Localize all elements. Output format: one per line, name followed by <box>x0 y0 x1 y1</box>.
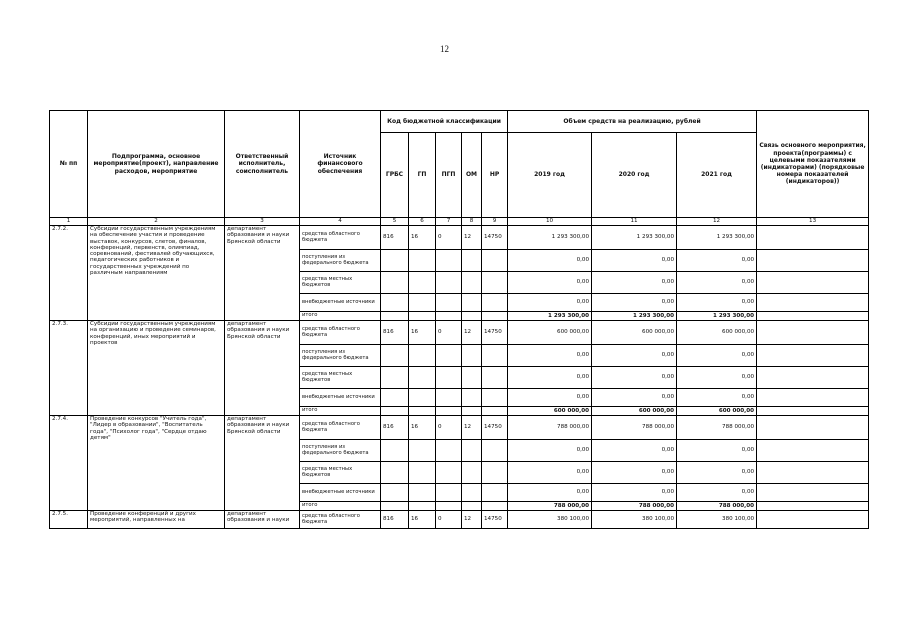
funding-source: внебюджетные источники <box>300 484 381 502</box>
column-number: 6 <box>409 218 436 226</box>
column-number: 1 <box>50 218 88 226</box>
column-number: 7 <box>436 218 462 226</box>
amount-2019: 0,00 <box>508 389 592 407</box>
column-number: 3 <box>225 218 300 226</box>
funding-source: итого <box>300 502 381 511</box>
empty-cell <box>436 367 462 389</box>
empty-cell <box>381 484 409 502</box>
row-number: 2.7.4. <box>50 416 88 511</box>
amount-2020: 1 293 300,00 <box>592 312 677 321</box>
amount-2020: 0,00 <box>592 250 677 272</box>
amount-2019: 600 000,00 <box>508 407 592 416</box>
empty-cell <box>409 272 436 294</box>
code-grbs: 816 <box>381 226 409 250</box>
amount-2021: 0,00 <box>677 272 757 294</box>
indicator-link <box>757 250 869 272</box>
column-number: 9 <box>482 218 508 226</box>
column-number-row <box>50 218 869 226</box>
funding-source: поступления из федерального бюджета <box>300 250 381 272</box>
column-number: 2 <box>88 218 225 226</box>
empty-cell <box>409 407 436 416</box>
amount-2019: 0,00 <box>508 367 592 389</box>
table-row <box>50 321 869 345</box>
empty-cell <box>381 345 409 367</box>
column-number: 11 <box>592 218 677 226</box>
empty-cell <box>482 294 508 312</box>
row-number: 2.7.3. <box>50 321 88 416</box>
code-np: 14750 <box>482 226 508 250</box>
amount-2021: 1 293 300,00 <box>677 226 757 250</box>
header-grbs: ГРБС <box>381 133 409 218</box>
header-program: Подпрограмма, основное мероприятие(проект), направление расходов, мероприятие <box>88 111 225 218</box>
indicator-link <box>757 462 869 484</box>
amount-2019: 0,00 <box>508 272 592 294</box>
column-number: 8 <box>462 218 482 226</box>
empty-cell <box>381 250 409 272</box>
empty-cell <box>462 440 482 462</box>
empty-cell <box>381 294 409 312</box>
amount-2019: 788 000,00 <box>508 502 592 511</box>
funding-source: итого <box>300 312 381 321</box>
code-pgp: 0 <box>436 321 462 345</box>
empty-cell <box>462 367 482 389</box>
indicator-link <box>757 367 869 389</box>
code-gp: 16 <box>409 321 436 345</box>
empty-cell <box>436 407 462 416</box>
amount-2019: 1 293 300,00 <box>508 226 592 250</box>
funding-source: средства местных бюджетов <box>300 462 381 484</box>
executor: департамент образования и науки Брянской области <box>225 321 300 416</box>
amount-2019: 0,00 <box>508 345 592 367</box>
amount-2019: 380 100,00 <box>508 511 592 529</box>
amount-2020: 788 000,00 <box>592 502 677 511</box>
executor: департамент образования и науки Брянской области <box>225 226 300 321</box>
empty-cell <box>462 502 482 511</box>
empty-cell <box>462 312 482 321</box>
amount-2021: 0,00 <box>677 389 757 407</box>
empty-cell <box>436 312 462 321</box>
amount-2020: 1 293 300,00 <box>592 226 677 250</box>
indicator-link <box>757 511 869 529</box>
empty-cell <box>409 312 436 321</box>
amount-2020: 0,00 <box>592 484 677 502</box>
header-source: Источник финансового обеспечения <box>300 111 381 218</box>
amount-2020: 380 100,00 <box>592 511 677 529</box>
funding-source: внебюджетные источники <box>300 389 381 407</box>
empty-cell <box>381 367 409 389</box>
measure-name: Субсидии государственным учреждениям на обеспечение участия и проведение выставок, конкурсов, слетов, финалов, конференций, первенств, олимпиад, соревнований, фестивалей обучающихся, педагогических работников и государственных учреждений по различным направлениям <box>88 226 225 321</box>
amount-2020: 0,00 <box>592 462 677 484</box>
code-grbs: 816 <box>381 416 409 440</box>
header-om: ОМ <box>462 133 482 218</box>
code-np: 14750 <box>482 416 508 440</box>
empty-cell <box>436 389 462 407</box>
amount-2019: 0,00 <box>508 294 592 312</box>
indicator-link <box>757 407 869 416</box>
empty-cell <box>381 440 409 462</box>
funding-source: итого <box>300 407 381 416</box>
funding-source: средства областного бюджета <box>300 226 381 250</box>
header-kbk: Код бюджетной классификации <box>381 111 508 133</box>
table-row <box>50 511 869 529</box>
empty-cell <box>409 367 436 389</box>
empty-cell <box>482 367 508 389</box>
empty-cell <box>409 484 436 502</box>
header-volume: Объем средств на реализацию, рублей <box>508 111 757 133</box>
amount-2021: 0,00 <box>677 440 757 462</box>
indicator-link <box>757 226 869 250</box>
empty-cell <box>409 462 436 484</box>
amount-2021: 600 000,00 <box>677 321 757 345</box>
row-number: 2.7.2. <box>50 226 88 321</box>
amount-2019: 600 000,00 <box>508 321 592 345</box>
amount-2021: 0,00 <box>677 345 757 367</box>
executor: департамент образования и науки <box>225 511 300 529</box>
amount-2020: 0,00 <box>592 389 677 407</box>
amount-2019: 788 000,00 <box>508 416 592 440</box>
amount-2019: 0,00 <box>508 250 592 272</box>
header-executor: Ответственный исполнитель, соисполнитель <box>225 111 300 218</box>
empty-cell <box>482 272 508 294</box>
amount-2020: 0,00 <box>592 294 677 312</box>
empty-cell <box>436 272 462 294</box>
amount-2019: 1 293 300,00 <box>508 312 592 321</box>
funding-source: средства областного бюджета <box>300 416 381 440</box>
empty-cell <box>482 389 508 407</box>
measure-name: Проведение конференций и других мероприятий, направленных на <box>88 511 225 529</box>
amount-2019: 0,00 <box>508 484 592 502</box>
budget-table <box>49 110 869 529</box>
column-number: 12 <box>677 218 757 226</box>
table-row <box>50 416 869 440</box>
table-row <box>50 226 869 250</box>
column-number: 13 <box>757 218 869 226</box>
code-pgp: 0 <box>436 416 462 440</box>
amount-2020: 600 000,00 <box>592 321 677 345</box>
empty-cell <box>436 345 462 367</box>
amount-2021: 0,00 <box>677 294 757 312</box>
header-2021: 2021 год <box>677 133 757 218</box>
empty-cell <box>462 294 482 312</box>
code-gp: 16 <box>409 416 436 440</box>
empty-cell <box>462 462 482 484</box>
empty-cell <box>381 389 409 407</box>
empty-cell <box>482 502 508 511</box>
empty-cell <box>436 250 462 272</box>
code-om: 12 <box>462 226 482 250</box>
code-grbs: 816 <box>381 321 409 345</box>
empty-cell <box>381 312 409 321</box>
header-np: НР <box>482 133 508 218</box>
empty-cell <box>482 484 508 502</box>
page-number: 12 <box>440 44 449 54</box>
empty-cell <box>381 462 409 484</box>
empty-cell <box>462 484 482 502</box>
amount-2019: 0,00 <box>508 440 592 462</box>
code-grbs: 816 <box>381 511 409 529</box>
empty-cell <box>381 502 409 511</box>
funding-source: внебюджетные источники <box>300 294 381 312</box>
empty-cell <box>436 502 462 511</box>
row-number: 2.7.5. <box>50 511 88 529</box>
indicator-link <box>757 484 869 502</box>
code-om: 12 <box>462 416 482 440</box>
code-om: 12 <box>462 511 482 529</box>
amount-2021: 380 100,00 <box>677 511 757 529</box>
empty-cell <box>409 502 436 511</box>
empty-cell <box>482 440 508 462</box>
empty-cell <box>482 462 508 484</box>
empty-cell <box>436 484 462 502</box>
empty-cell <box>482 407 508 416</box>
code-np: 14750 <box>482 511 508 529</box>
amount-2020: 0,00 <box>592 345 677 367</box>
amount-2021: 788 000,00 <box>677 502 757 511</box>
funding-source: поступления из федерального бюджета <box>300 345 381 367</box>
indicator-link <box>757 440 869 462</box>
header-pgp: ПГП <box>436 133 462 218</box>
amount-2020: 0,00 <box>592 272 677 294</box>
code-np: 14750 <box>482 321 508 345</box>
amount-2020: 788 000,00 <box>592 416 677 440</box>
empty-cell <box>409 440 436 462</box>
empty-cell <box>482 312 508 321</box>
empty-cell <box>436 294 462 312</box>
empty-cell <box>482 345 508 367</box>
funding-source: средства областного бюджета <box>300 511 381 529</box>
funding-source: поступления из федерального бюджета <box>300 440 381 462</box>
code-om: 12 <box>462 321 482 345</box>
amount-2021: 788 000,00 <box>677 416 757 440</box>
indicator-link <box>757 321 869 345</box>
code-pgp: 0 <box>436 511 462 529</box>
amount-2021: 0,00 <box>677 367 757 389</box>
amount-2021: 0,00 <box>677 250 757 272</box>
header-2019: 2019 год <box>508 133 592 218</box>
indicator-link <box>757 416 869 440</box>
code-gp: 16 <box>409 511 436 529</box>
empty-cell <box>462 345 482 367</box>
amount-2021: 1 293 300,00 <box>677 312 757 321</box>
amount-2019: 0,00 <box>508 462 592 484</box>
amount-2020: 0,00 <box>592 440 677 462</box>
funding-source: средства местных бюджетов <box>300 272 381 294</box>
header-num: № пп <box>50 111 88 218</box>
header-gp: ГП <box>409 133 436 218</box>
amount-2021: 600 000,00 <box>677 407 757 416</box>
code-pgp: 0 <box>436 226 462 250</box>
empty-cell <box>436 440 462 462</box>
empty-cell <box>409 389 436 407</box>
empty-cell <box>436 462 462 484</box>
header-2020: 2020 год <box>592 133 677 218</box>
indicator-link <box>757 389 869 407</box>
empty-cell <box>409 250 436 272</box>
funding-source: средства местных бюджетов <box>300 367 381 389</box>
indicator-link <box>757 345 869 367</box>
empty-cell <box>381 272 409 294</box>
amount-2021: 0,00 <box>677 484 757 502</box>
measure-name: Проведение конкурсов "Учитель года", "Лидер в образовании", "Воспитатель года", "Психолог года", "Сердце отдаю детям" <box>88 416 225 511</box>
amount-2020: 0,00 <box>592 367 677 389</box>
empty-cell <box>462 407 482 416</box>
empty-cell <box>409 294 436 312</box>
funding-source: средства областного бюджета <box>300 321 381 345</box>
column-number: 10 <box>508 218 592 226</box>
indicator-link <box>757 294 869 312</box>
executor: департамент образования и науки Брянской области <box>225 416 300 511</box>
empty-cell <box>462 272 482 294</box>
empty-cell <box>381 407 409 416</box>
amount-2020: 600 000,00 <box>592 407 677 416</box>
empty-cell <box>409 345 436 367</box>
indicator-link <box>757 312 869 321</box>
header-link: Связь основного мероприятия, проекта(программы) с целевыми показателями (индикаторами) (порядковые номера показателей (индикаторов)) <box>757 111 869 218</box>
amount-2021: 0,00 <box>677 462 757 484</box>
measure-name: Субсидии государственным учреждениям на организацию и проведение семинаров, конференций, иных мероприятий и проектов <box>88 321 225 416</box>
column-number: 4 <box>300 218 381 226</box>
empty-cell <box>482 250 508 272</box>
column-number: 5 <box>381 218 409 226</box>
indicator-link <box>757 272 869 294</box>
indicator-link <box>757 502 869 511</box>
empty-cell <box>462 389 482 407</box>
empty-cell <box>462 250 482 272</box>
code-gp: 16 <box>409 226 436 250</box>
